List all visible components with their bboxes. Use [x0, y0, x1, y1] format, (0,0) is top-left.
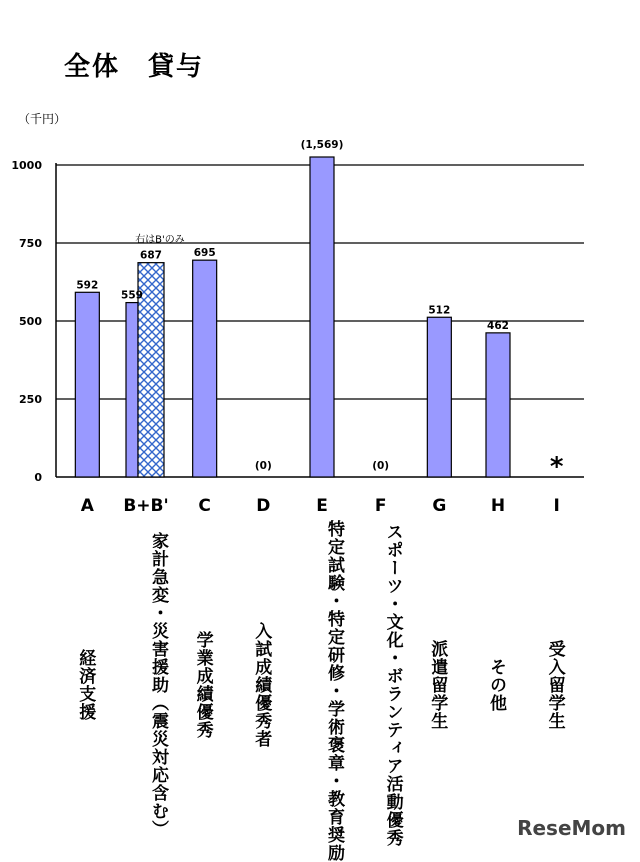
- category-name-7: その他: [485, 658, 506, 712]
- bar-BB-0: [126, 303, 138, 477]
- category-name-8: 受入留学生: [544, 640, 565, 730]
- data-label-I-0: *: [549, 452, 564, 482]
- y-axis-unit-label: （千円）: [18, 112, 67, 126]
- data-label-A-0: 592: [76, 279, 99, 292]
- category-letter-4: E: [316, 496, 328, 516]
- bar-A-0: [75, 292, 99, 477]
- category-letter-0: A: [80, 496, 94, 516]
- y-tick-label-1000: 1000: [11, 159, 42, 172]
- bar-G-0: [427, 317, 451, 477]
- category-name-4: 特定試験・特定研修・学術褒章・教育奨励: [323, 520, 344, 862]
- data-label-G-0: 512: [428, 304, 451, 317]
- category-name-1: 家計急変・災害援助（震災対応含む）: [147, 532, 168, 838]
- b-prime-note: 右はB'のみ: [135, 234, 185, 246]
- category-letter-3: D: [256, 496, 271, 516]
- data-label-F-0: (0): [372, 460, 390, 472]
- category-letter-7: H: [490, 496, 506, 516]
- chart-title: 全体 貸与: [64, 52, 205, 82]
- data-label-BB-1: 687: [140, 249, 162, 262]
- category-name-2: 学業成績優秀: [192, 631, 213, 739]
- bar-H-0: [486, 333, 510, 477]
- category-name-5: スポーツ・文化・ボランティア活動優秀: [382, 523, 403, 847]
- category-letter-5: F: [374, 496, 387, 516]
- data-label-BB-0: 559: [121, 289, 143, 302]
- category-name-3: 入試成績優秀者: [251, 622, 272, 748]
- data-label-H-0: 462: [487, 319, 509, 332]
- category-letter-1: B+B': [123, 496, 169, 516]
- resemom-logo: ReseMom: [517, 816, 626, 840]
- y-tick-label-500: 500: [19, 315, 42, 328]
- y-tick-label-750: 750: [19, 237, 42, 250]
- category-letter-2: C: [198, 496, 211, 516]
- data-label-E-0: (1,569): [300, 139, 344, 151]
- category-letter-8: I: [553, 496, 560, 516]
- bar-C-0: [193, 260, 217, 477]
- y-tick-label-0: 0: [34, 471, 42, 484]
- category-name-6: 派遣留学生: [427, 640, 448, 730]
- data-label-D-0: (0): [254, 460, 272, 472]
- category-letter-6: G: [432, 496, 447, 516]
- category-name-0: 経済支援: [75, 649, 96, 721]
- data-label-C-0: 695: [193, 247, 216, 260]
- y-tick-label-250: 250: [19, 393, 42, 406]
- bar-E-0: [310, 157, 334, 477]
